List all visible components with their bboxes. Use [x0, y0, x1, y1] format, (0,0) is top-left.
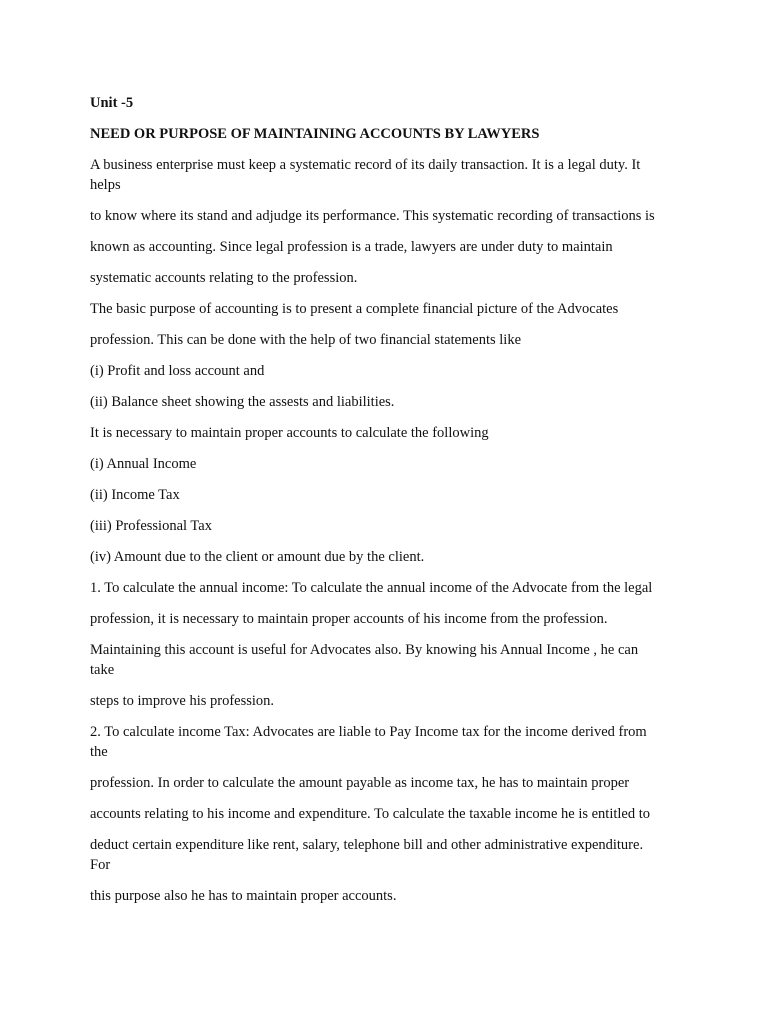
paragraph-line — [90, 609, 690, 629]
unit-label: Unit -5 — [90, 95, 134, 111]
paragraph-line — [90, 578, 690, 598]
line-text: (ii) Income Tax — [90, 487, 180, 503]
line-text: profession. In order to calculate the amount payable as income tax, he has to maintain proper — [90, 775, 630, 791]
paragraph-line — [90, 516, 690, 536]
document-body — [90, 93, 690, 917]
line-text: The basic purpose of accounting is to present a complete financial picture of the Advocates — [90, 301, 619, 317]
paragraph-line — [90, 804, 690, 824]
line-text: Maintaining this account is useful for Advocates also. By knowing his Annual Income , he can — [90, 642, 639, 658]
line-text: accounts relating to his income and expenditure. To calculate the taxable income he is entitled to — [90, 806, 650, 822]
paragraph-line — [90, 640, 690, 680]
paragraph-line — [90, 886, 690, 906]
line-text: to know where its stand and adjudge its performance. This systematic recording of transactions is — [90, 208, 655, 224]
line-wrap-text: the — [90, 744, 108, 760]
line-text: It is necessary to maintain proper accounts to calculate the following — [90, 425, 489, 441]
line-text: known as accounting. Since legal profession is a trade, lawyers are under duty to maintain — [90, 239, 613, 255]
line-text: (i) Profit and loss account and — [90, 363, 265, 379]
line-text: profession, it is necessary to maintain proper accounts of his income from the profession. — [90, 611, 608, 627]
line-text: A business enterprise must keep a systematic record of its daily transaction. It is a legal duty. It — [90, 157, 641, 173]
paragraph-line — [90, 330, 690, 350]
line-text: (iii) Professional Tax — [90, 518, 212, 534]
line-text: systematic accounts relating to the profession. — [90, 270, 358, 286]
paragraph-line — [90, 206, 690, 226]
paragraph-line — [90, 485, 690, 505]
line-text: (ii) Balance sheet showing the assests and liabilities. — [90, 394, 395, 410]
line-text: steps to improve his profession. — [90, 693, 275, 709]
line-wrap-text: take — [90, 662, 115, 678]
paragraph-line — [90, 392, 690, 412]
paragraph-line — [90, 454, 690, 474]
paragraph-line — [90, 155, 690, 195]
paragraph-line — [90, 361, 690, 381]
line-text: (iv) Amount due to the client or amount due by the client. — [90, 549, 425, 565]
line-wrap-text: For — [90, 857, 111, 873]
line-text: (i) Annual Income — [90, 456, 197, 472]
paragraph-line — [90, 237, 690, 257]
section-heading: NEED OR PURPOSE OF MAINTAINING ACCOUNTS BY LAWYERS — [90, 126, 540, 142]
line-text: deduct certain expenditure like rent, salary, telephone bill and other administrative expenditure. — [90, 837, 644, 853]
paragraph-line — [90, 835, 690, 875]
line-text: 1. To calculate the annual income: To calculate the annual income of the Advocate from the legal — [90, 580, 653, 596]
line-text: this purpose also he has to maintain proper accounts. — [90, 888, 397, 904]
paragraph-line — [90, 773, 690, 793]
paragraph-line — [90, 547, 690, 567]
paragraph-line — [90, 423, 690, 443]
paragraph-line — [90, 268, 690, 288]
paragraph-line — [90, 299, 690, 319]
line-wrap-text: helps — [90, 177, 121, 193]
line-text: profession. This can be done with the help of two financial statements like — [90, 332, 521, 348]
paragraph-line — [90, 691, 690, 711]
paragraph-list — [90, 155, 690, 906]
line-text: 2. To calculate income Tax: Advocates are liable to Pay Income tax for the income derived from — [90, 724, 647, 740]
paragraph-line — [90, 722, 690, 762]
